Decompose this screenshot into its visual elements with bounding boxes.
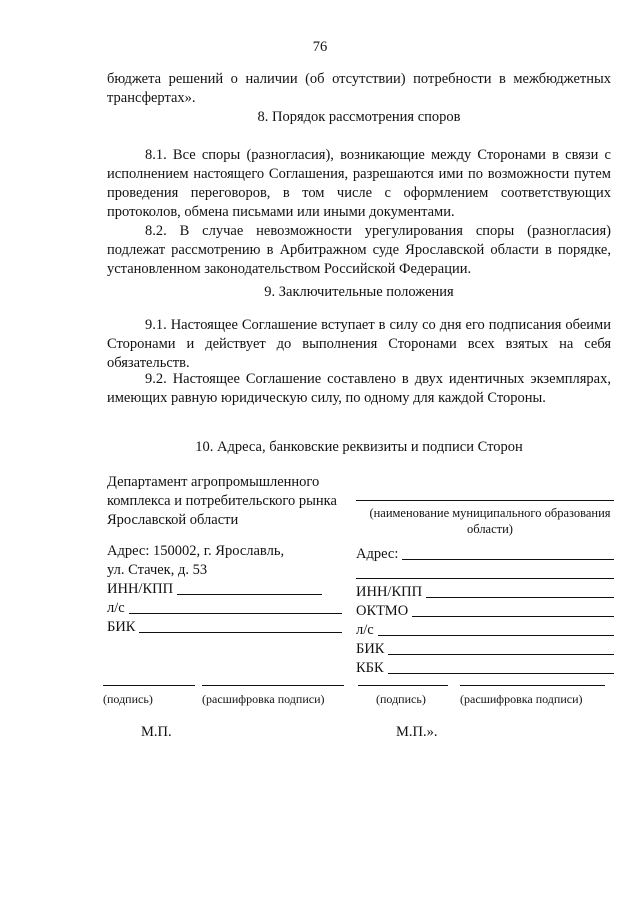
right-kbk-label: КБК bbox=[356, 660, 384, 676]
right-stamp-label: М.П.». bbox=[396, 724, 438, 740]
right-decode bbox=[460, 685, 605, 707]
right-oktmo-field bbox=[412, 616, 614, 617]
right-address-extra-field bbox=[356, 578, 614, 579]
section-9-heading: 9. Заключительные положения bbox=[264, 284, 454, 300]
left-bik-label: БИК bbox=[107, 619, 136, 635]
right-party-block bbox=[356, 482, 614, 678]
left-party-name-line-2: комплекса и потребительского рынка bbox=[107, 493, 337, 509]
right-address-row bbox=[356, 545, 614, 564]
page-number: 76 bbox=[312, 39, 328, 55]
intro-line-2: трансфертах». bbox=[107, 90, 196, 106]
left-account-row bbox=[107, 599, 342, 618]
left-account-label: л/с bbox=[107, 600, 125, 616]
left-inn-label: ИНН/КПП bbox=[107, 581, 174, 597]
right-inn-row bbox=[356, 583, 614, 602]
right-bik-field bbox=[388, 654, 614, 655]
right-inn-label: ИНН/КПП bbox=[356, 584, 423, 600]
right-address-label: Адрес: bbox=[356, 546, 399, 562]
left-party-address-line-2: ул. Стачек, д. 53 bbox=[107, 562, 208, 578]
section-8-paragraph-2: 8.2. В случае невозможности урегулирования споры (разногласия) подлежат рассмотрению в Арбитражном суде Ярославской области в порядке, установленном законодательством Российской Федерации. bbox=[107, 223, 611, 277]
section-9-paragraph-2: 9.2. Настоящее Соглашение составлено в двух идентичных экземплярах, имеющих равную юридическую силу, по одному для каждой Стороны. bbox=[107, 371, 611, 406]
left-party-name-line-1: Департамент агропромышленного bbox=[107, 474, 320, 490]
left-signature bbox=[103, 685, 195, 707]
left-bik-row bbox=[107, 618, 342, 637]
right-account-label: л/с bbox=[356, 622, 374, 638]
left-decode bbox=[202, 685, 344, 707]
left-account-field bbox=[129, 613, 342, 614]
left-bik-field bbox=[139, 632, 342, 633]
right-kbk-row bbox=[356, 659, 614, 678]
right-address-extra-row bbox=[356, 564, 614, 583]
section-8-heading: 8. Порядок рассмотрения споров bbox=[257, 109, 461, 125]
right-signature-caption: (подпись) bbox=[376, 692, 426, 706]
section-8-paragraph-1: 8.1. Все споры (разногласия), возникающие между Сторонами в связи с исполнением настоящего Соглашения, разрешаются ими по возможности путем проведения переговоров, в том числе с оформлением соответствующих протоколов, обмена письмами или иными документами. bbox=[107, 147, 611, 220]
right-account-row bbox=[356, 621, 614, 640]
left-decode-caption: (расшифровка подписи) bbox=[202, 692, 325, 706]
left-party-name-line-3: Ярославской области bbox=[107, 512, 239, 528]
right-party-name-line bbox=[356, 482, 614, 501]
right-party-name-caption: (наименование муниципального образования области) bbox=[369, 506, 611, 536]
right-signature-line bbox=[358, 685, 448, 686]
right-oktmo-label: ОКТМО bbox=[356, 603, 409, 619]
right-kbk-field bbox=[388, 673, 614, 674]
left-signature-caption: (подпись) bbox=[103, 692, 153, 706]
right-address-field bbox=[402, 559, 614, 560]
right-signature bbox=[358, 685, 448, 707]
left-party-address-line-1: Адрес: 150002, г. Ярославль, bbox=[107, 543, 285, 559]
left-inn-row bbox=[107, 580, 342, 599]
left-decode-line bbox=[202, 685, 344, 686]
right-account-field bbox=[378, 635, 614, 636]
left-party-block bbox=[107, 473, 342, 637]
right-decode-caption: (расшифровка подписи) bbox=[460, 692, 583, 706]
right-bik-row bbox=[356, 640, 614, 659]
right-decode-line bbox=[460, 685, 605, 686]
section-9-paragraph-1: 9.1. Настоящее Соглашение вступает в силу со дня его подписания обеими Сторонами и действует до выполнения Сторонами всех взятых на себя обязательств. bbox=[107, 317, 611, 371]
intro-text bbox=[107, 70, 611, 108]
left-signature-line bbox=[103, 685, 195, 686]
right-inn-field bbox=[426, 597, 614, 598]
section-10-heading: 10. Адреса, банковские реквизиты и подписи Сторон bbox=[195, 439, 523, 455]
intro-line-1: бюджета решений о наличии (об отсутствии) потребности в межбюджетных bbox=[107, 71, 611, 87]
right-bik-label: БИК bbox=[356, 641, 385, 657]
right-oktmo-row bbox=[356, 602, 614, 621]
left-stamp-label: М.П. bbox=[141, 724, 172, 740]
left-inn-field bbox=[177, 594, 322, 595]
